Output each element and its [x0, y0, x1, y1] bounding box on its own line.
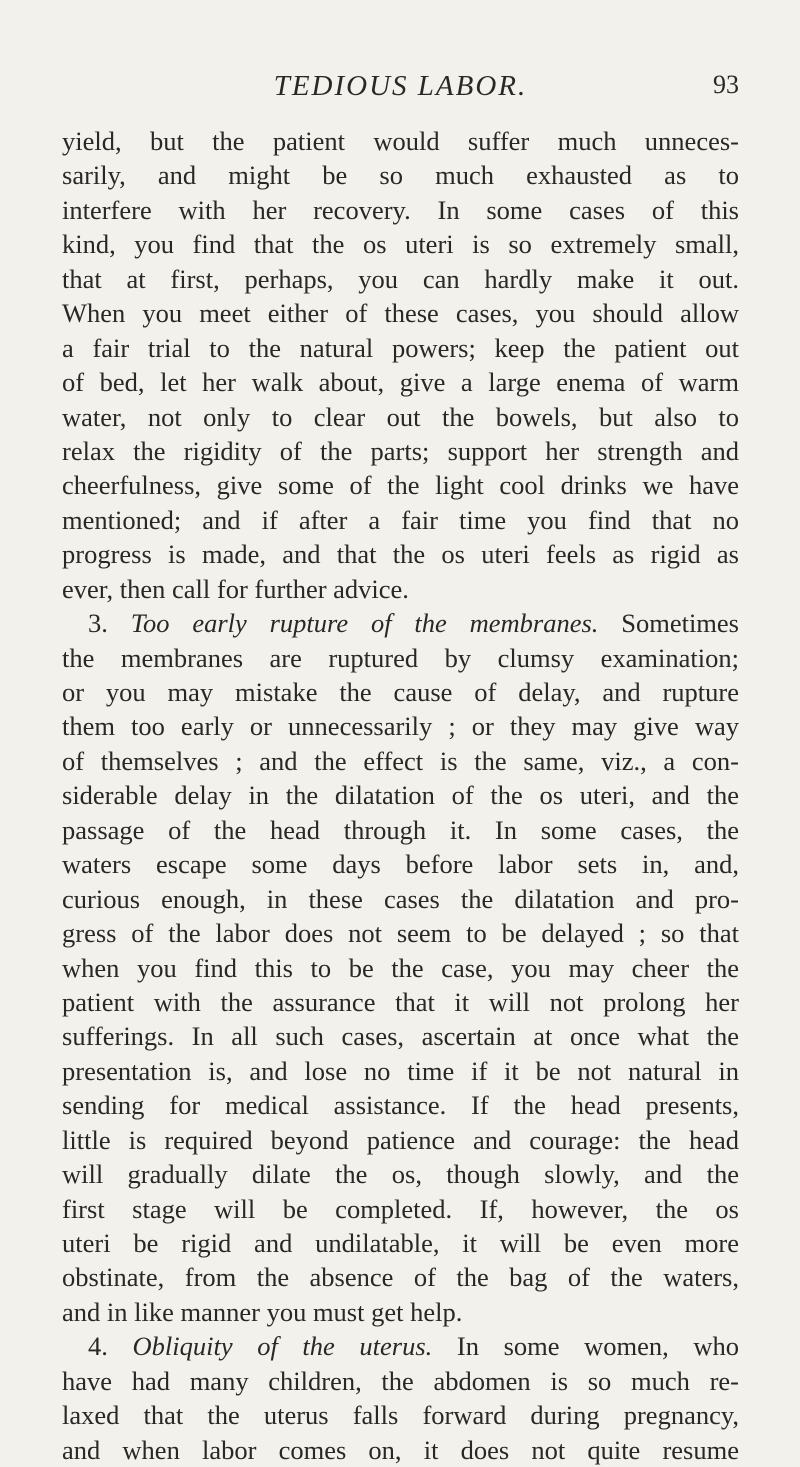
section-heading: Obliquity of the uterus.: [132, 1331, 433, 1362]
text-line: waters escape some days before labor sets in, and,: [62, 849, 739, 880]
text-line: of bed, let her walk about, give a large enema of warm: [62, 367, 739, 398]
text-line: relax the rigidity of the parts; support her strength and: [62, 435, 739, 466]
text-line: water, not only to clear out the bowels, but also to: [62, 401, 739, 432]
text-line: will gradually dilate the os, though slowly, and the: [62, 1159, 739, 1190]
text-line: sufferings. In all such cases, ascertain at once what the: [62, 1021, 739, 1052]
text-line: that at first, perhaps, you can hardly make it out.: [62, 263, 739, 294]
text-line: the membranes are ruptured by clumsy examination;: [62, 642, 739, 673]
section-number: 4.: [88, 1331, 133, 1362]
section-number: 3.: [88, 608, 131, 639]
text-line: of themselves ; and the effect is the same, viz., a con-: [62, 745, 739, 776]
page-header: [62, 70, 739, 104]
text-line: or you may mistake the cause of delay, and rupture: [62, 677, 739, 707]
text-line: uteri be rigid and undilatable, it will be even more: [62, 1228, 739, 1258]
text-line: sarily, and might be so much exhausted as to: [62, 160, 739, 191]
text-line: curious enough, in these cases the dilatation and pro-: [62, 883, 739, 914]
text-line: cheerfulness, give some of the light cool drinks we have: [62, 470, 739, 501]
text-line: [62, 1329, 739, 1363]
text-line: and in like manner you must get help.: [62, 1296, 463, 1327]
page-number: 93: [713, 70, 739, 99]
text-line: them too early or unnecessarily ; or they may give way: [62, 711, 739, 742]
text-line: kind, you find that the os uteri is so extremely small,: [62, 229, 739, 260]
body-text: [62, 124, 739, 1467]
text-line: yield, but the patient would suffer much unneces-: [62, 126, 739, 156]
text-line: little is required beyond patience and courage: the head: [62, 1124, 739, 1155]
text-line: ever, then call for further advice.: [62, 573, 409, 604]
text-line: sending for medical assistance. If the head presents,: [62, 1090, 739, 1121]
text-line: have had many children, the abdomen is so much re-: [62, 1365, 739, 1396]
text-line: gress of the labor does not seem to be delayed ; so that: [62, 918, 739, 949]
text-line: presentation is, and lose no time if it be not natural in: [62, 1055, 739, 1086]
section-heading: Too early rupture of the membranes.: [130, 608, 599, 639]
text-line: mentioned; and if after a fair time you find that no: [62, 504, 739, 535]
line-continuation: Sometimes: [598, 608, 739, 639]
text-line: first stage will be completed. If, however, the os: [62, 1193, 739, 1224]
text-line: [62, 606, 739, 640]
text-line: siderable delay in the dilatation of the os uteri, and the: [62, 780, 739, 811]
text-line: obstinate, from the absence of the bag of the waters,: [62, 1262, 739, 1293]
line-continuation: In some women, who: [432, 1331, 739, 1362]
text-line: When you meet either of these cases, you should allow: [62, 298, 739, 329]
running-title: TEDIOUS LABOR.: [273, 70, 528, 102]
text-line: patient with the assurance that it will not prolong her: [62, 986, 739, 1017]
text-line: laxed that the uterus falls forward during pregnancy,: [62, 1400, 739, 1431]
text-line: passage of the head through it. In some cases, the: [62, 814, 739, 845]
text-line: and when labor comes on, it does not quite resume: [62, 1434, 739, 1465]
text-line: when you find this to be the case, you may cheer the: [62, 952, 739, 983]
text-line: interfere with her recovery. In some cases of this: [62, 194, 739, 225]
text-line: progress is made, and that the os uteri feels as rigid as: [62, 539, 739, 570]
text-line: a fair trial to the natural powers; keep the patient out: [62, 332, 739, 363]
